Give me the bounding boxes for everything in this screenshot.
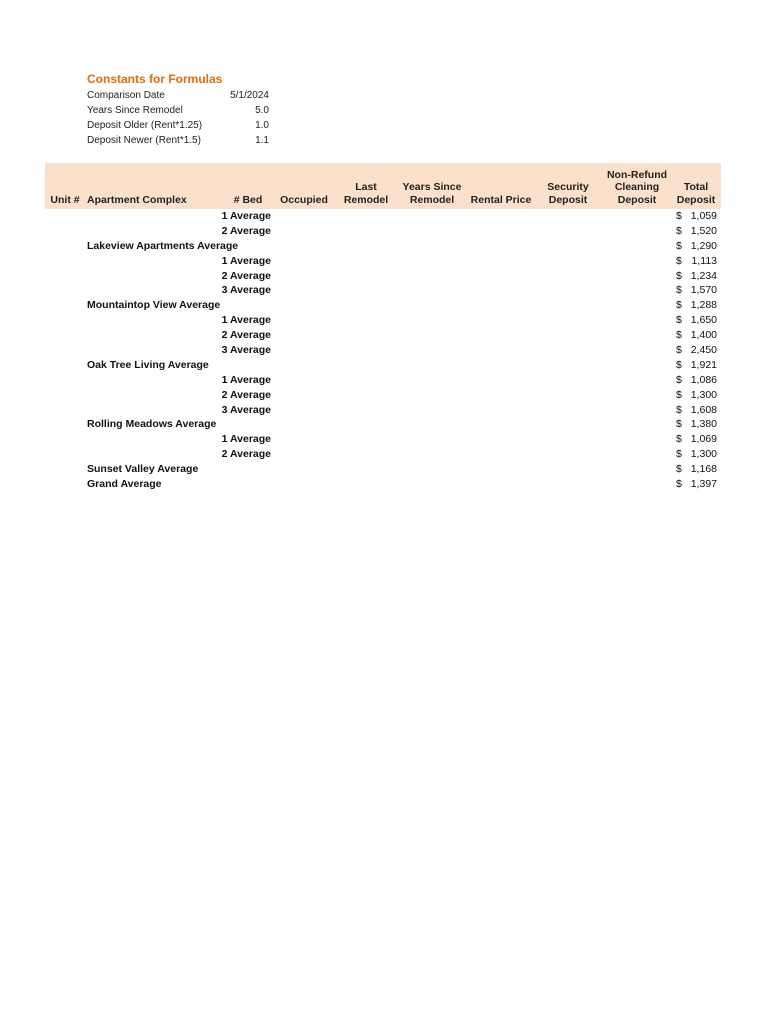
currency-symbol: $	[676, 478, 682, 491]
total-deposit-cell[interactable]: 1,069	[690, 433, 717, 446]
bed-cell[interactable]: 3 Average	[221, 344, 271, 357]
total-deposit-cell[interactable]: 1,288	[690, 299, 717, 312]
header-bed[interactable]: # Bed	[233, 193, 263, 206]
constant-label: Comparison Date	[87, 90, 165, 101]
total-deposit-cell[interactable]: 1,059	[690, 210, 717, 222]
table-row	[45, 358, 721, 373]
complex-cell[interactable]: Oak Tree Living Average	[87, 358, 209, 371]
header-security-deposit[interactable]: Security Deposit	[547, 181, 589, 206]
bed-cell[interactable]: 2 Average	[221, 224, 271, 237]
table-row	[45, 373, 721, 388]
table-row	[45, 328, 721, 343]
table-row	[45, 432, 721, 447]
currency-symbol: $	[676, 433, 682, 446]
currency-symbol: $	[676, 269, 682, 282]
bed-cell[interactable]: 2 Average	[221, 448, 271, 461]
bed-cell[interactable]: 3 Average	[221, 284, 271, 297]
complex-cell[interactable]: Grand Average	[87, 478, 162, 491]
total-deposit-cell[interactable]: 1,570	[690, 284, 717, 297]
header-rental-price[interactable]: Rental Price	[470, 193, 532, 206]
header-occupied[interactable]: Occupied	[280, 193, 328, 206]
deposit-table	[45, 163, 721, 492]
currency-symbol: $	[676, 418, 682, 431]
header-total-deposit[interactable]: Total Deposit	[676, 181, 716, 206]
currency-symbol: $	[676, 403, 682, 416]
total-deposit-cell[interactable]: 1,113	[691, 254, 717, 267]
bed-cell[interactable]: 1 Average	[221, 433, 271, 446]
table-header-row	[45, 163, 721, 209]
bed-cell[interactable]: 1 Average	[221, 373, 271, 386]
currency-symbol: $	[676, 284, 682, 297]
complex-cell[interactable]: Rolling Meadows Average	[87, 418, 217, 431]
currency-symbol: $	[676, 299, 682, 312]
table-row	[45, 209, 721, 224]
table-row	[45, 283, 721, 298]
currency-symbol: $	[676, 463, 682, 476]
bed-cell[interactable]: 1 Average	[221, 210, 271, 222]
constants-title: Constants for Formulas	[87, 72, 223, 86]
bed-cell[interactable]: 1 Average	[221, 254, 271, 267]
table-row	[45, 254, 721, 269]
currency-symbol: $	[676, 239, 682, 252]
currency-symbol: $	[676, 314, 682, 327]
total-deposit-cell[interactable]: 1,380	[690, 418, 717, 431]
total-deposit-cell[interactable]: 1,086	[690, 373, 717, 386]
table-row	[45, 417, 721, 432]
header-unit[interactable]: Unit #	[50, 193, 80, 206]
currency-symbol: $	[676, 373, 682, 386]
total-deposit-cell[interactable]: 1,520	[690, 224, 717, 237]
table-row	[45, 477, 721, 492]
currency-symbol: $	[676, 210, 682, 222]
table-body	[45, 209, 721, 492]
table-row	[45, 224, 721, 239]
total-deposit-cell[interactable]: 1,300	[690, 448, 717, 461]
constants-section	[87, 70, 287, 148]
total-deposit-cell[interactable]: 1,608	[690, 403, 717, 416]
total-deposit-cell[interactable]: 1,650	[690, 314, 717, 327]
total-deposit-cell[interactable]: 1,400	[690, 329, 717, 342]
table-row	[45, 269, 721, 284]
table-row	[45, 313, 721, 328]
total-deposit-cell[interactable]: 2,450	[690, 344, 717, 357]
total-deposit-cell[interactable]: 1,300	[690, 388, 717, 401]
currency-symbol: $	[676, 388, 682, 401]
table-row	[45, 239, 721, 254]
total-deposit-cell[interactable]: 1,397	[690, 478, 717, 491]
bed-cell[interactable]: 2 Average	[221, 329, 271, 342]
currency-symbol: $	[676, 329, 682, 342]
constant-value[interactable]: 1.0	[255, 120, 269, 131]
table-row	[45, 388, 721, 403]
table-row	[45, 447, 721, 462]
constant-row	[87, 88, 287, 103]
table-row	[45, 343, 721, 358]
complex-cell[interactable]: Lakeview Apartments Average	[87, 239, 239, 252]
total-deposit-cell[interactable]: 1,234	[690, 269, 717, 282]
constant-value[interactable]: 5.0	[255, 105, 269, 116]
bed-cell[interactable]: 1 Average	[221, 314, 271, 327]
currency-symbol: $	[676, 224, 682, 237]
complex-cell[interactable]: Mountaintop View Average	[87, 299, 221, 312]
currency-symbol: $	[676, 254, 682, 267]
constant-label: Years Since Remodel	[87, 105, 183, 116]
currency-symbol: $	[676, 358, 682, 371]
bed-cell[interactable]: 2 Average	[221, 269, 271, 282]
header-years-since-remodel[interactable]: Years Since Remodel	[402, 181, 462, 206]
constant-value[interactable]: 1.1	[255, 135, 269, 146]
header-cleaning-deposit[interactable]: Non-Refund Cleaning Deposit	[606, 168, 668, 206]
constant-row	[87, 103, 287, 118]
table-row	[45, 462, 721, 477]
constant-row	[87, 133, 287, 148]
table-row	[45, 403, 721, 418]
table-row	[45, 298, 721, 313]
header-last-remodel[interactable]: Last Remodel	[343, 181, 389, 206]
currency-symbol: $	[676, 448, 682, 461]
header-apartment-complex[interactable]: Apartment Complex	[87, 193, 187, 206]
bed-cell[interactable]: 3 Average	[221, 403, 271, 416]
bed-cell[interactable]: 2 Average	[221, 388, 271, 401]
total-deposit-cell[interactable]: 1,168	[690, 463, 717, 476]
constant-label: Deposit Older (Rent*1.25)	[87, 120, 203, 131]
constant-value[interactable]: 5/1/2024	[230, 90, 269, 101]
total-deposit-cell[interactable]: 1,921	[690, 358, 717, 371]
complex-cell[interactable]: Sunset Valley Average	[87, 463, 199, 476]
constant-label: Deposit Newer (Rent*1.5)	[87, 135, 201, 146]
constant-row	[87, 118, 287, 133]
total-deposit-cell[interactable]: 1,290	[690, 239, 717, 252]
currency-symbol: $	[676, 344, 682, 357]
